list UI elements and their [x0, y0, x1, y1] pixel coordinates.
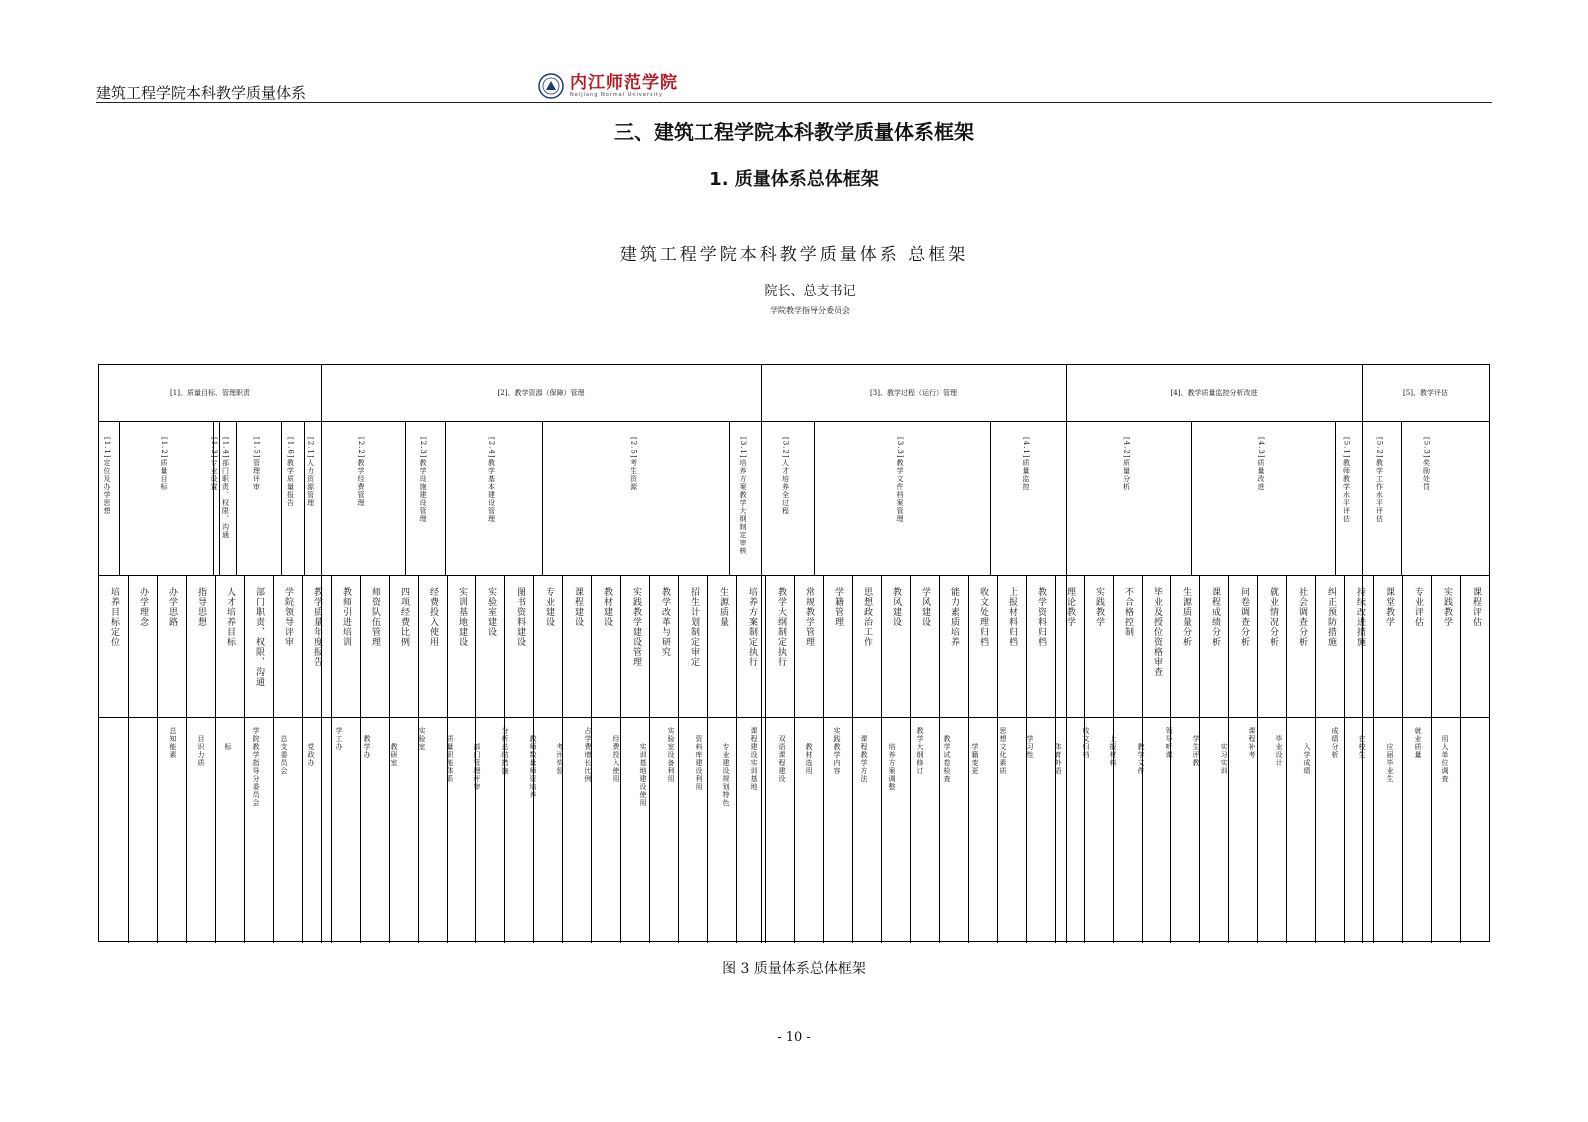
l4-item-39: 课程补考: [1248, 727, 1256, 759]
l2-column-7: [2.2]教学经费管理: [357, 437, 365, 507]
l3-column-35: 不合格控制: [1123, 587, 1133, 637]
l4-item-11: 部门管理评审: [473, 743, 481, 791]
l4-item-0: 总知能素: [169, 727, 177, 759]
l4-item-2: 标: [224, 743, 232, 751]
l4-item-37: 学生评教: [1192, 735, 1200, 767]
l3-column-47: 课程评估: [1471, 587, 1481, 627]
seal-icon: [538, 73, 564, 99]
l4-item-28: 教学试卷检查: [943, 735, 951, 783]
l2-column-14: [4.1]质量监控: [1022, 437, 1030, 491]
l4-item-17: 实训基地建设使用: [639, 743, 647, 807]
l4-item-13: 教师数量师资培养: [529, 735, 537, 799]
l4-item-41: 入学成绩: [1303, 743, 1311, 775]
l4-item-35: 教学文件: [1137, 743, 1145, 775]
l4-item-6: 学工办: [335, 727, 343, 751]
l3-column-14: 图书资料建设: [515, 587, 525, 647]
l4-item-46: 用人单位调查: [1441, 735, 1449, 783]
l2-column-9: [2.4]教学基本建设管理: [487, 437, 496, 523]
l3-column-44: 课堂教学: [1384, 587, 1394, 627]
l3-column-29: 能力素质培养: [949, 587, 959, 647]
category-evaluation: [5]、教学评估: [1403, 389, 1448, 397]
l4-item-1: 目识力质: [197, 735, 205, 767]
l3-column-5: 部门职责、权限、沟通: [254, 587, 264, 687]
page-number: - 10 -: [777, 1030, 811, 1045]
l4-item-14: 考评奖惩: [556, 743, 564, 775]
section-title: 三、建筑工程学院本科教学质量体系框架: [614, 120, 974, 144]
l3-column-37: 生源质量分析: [1181, 587, 1191, 647]
category-monitoring: [4]、教学质量监控分析改进: [1170, 389, 1258, 397]
l3-column-42: 纠正预防措施: [1326, 587, 1336, 647]
l3-column-36: 毕业及授位资格审查: [1152, 587, 1162, 677]
l4-item-38: 实习实训: [1220, 743, 1228, 775]
l3-column-45: 专业评估: [1413, 587, 1423, 627]
l4-item-29: 学籍变更: [971, 743, 979, 775]
l2-column-2: [1.3]专业设置: [210, 437, 218, 491]
l3-column-4: 人才培养目标: [225, 587, 235, 647]
l3-column-30: 收文处理归档: [978, 587, 988, 647]
category-quality-goals: [1]、质量目标、管理职责: [170, 389, 250, 397]
l3-column-33: 理论教学: [1065, 587, 1075, 627]
l3-column-10: 四项经费比例: [399, 587, 409, 647]
header-rule: [96, 102, 1492, 103]
framework-title: 建筑工程学院本科教学质量体系 总框架: [619, 245, 969, 265]
l3-column-9: 师资队伍管理: [370, 587, 380, 647]
l3-column-26: 思想政治工作: [862, 587, 872, 647]
l4-item-21: 课程建设实训基地: [750, 727, 758, 791]
l4-item-16: 经费投入使用: [612, 735, 620, 783]
l3-column-21: 生源质量: [718, 587, 728, 627]
l3-column-22: 培养方案制定执行: [747, 587, 757, 667]
l4-item-26: 培养方案调整: [888, 743, 896, 791]
l4-item-42: 成绩分析: [1331, 727, 1339, 759]
l2-column-11: [3.1]培养方案教学大纲制定审核: [739, 437, 747, 555]
l3-column-40: 就业情况分析: [1268, 587, 1278, 647]
category-resources: [2]、教学资源（保障）管理: [497, 389, 585, 397]
l4-item-12: 分析总结措施: [501, 727, 509, 775]
l3-column-17: 教材建设: [602, 587, 612, 627]
l3-column-38: 课程成绩分析: [1210, 587, 1220, 647]
l4-item-3: 学院教学指导分委员会: [252, 727, 260, 807]
l4-item-45: 就业质量: [1414, 727, 1422, 759]
l3-column-24: 常规教学管理: [804, 587, 814, 647]
l2-column-3: [1.4]部门职责、权限、沟通: [221, 437, 230, 539]
l2-column-19: [5.3]奖励处罚: [1422, 437, 1431, 491]
l3-column-39: 问卷调查分析: [1239, 587, 1249, 647]
l4-item-4: 总支委员会: [280, 735, 288, 775]
l4-item-22: 双语课程建设: [778, 735, 786, 783]
l2-column-17: [5.1]教师教学水平评估: [1342, 437, 1351, 523]
logo-english: Neijiang Normal University: [570, 91, 663, 98]
l4-item-23: 教材选用: [805, 743, 813, 775]
figure-caption: 图 3 质量体系总体框架: [722, 961, 866, 977]
l4-item-27: 教学大纲修订: [916, 727, 924, 775]
running-header: 建筑工程学院本科教学质量体系: [96, 84, 307, 102]
subsection-title: 1. 质量体系总体框架: [709, 169, 879, 190]
l3-column-7: 教学质量年度报告: [312, 587, 322, 667]
l4-item-31: 学习性: [1026, 735, 1034, 759]
l4-item-34: 上报材料: [1109, 735, 1117, 767]
l3-column-20: 招生计划制定审定: [689, 587, 699, 667]
l4-item-9: 实验室: [418, 727, 426, 751]
l2-column-5: [1.6]教学质量报告: [286, 437, 295, 507]
committee-label: 学院教学指导分委员会: [770, 306, 850, 315]
l4-item-8: 教研室: [390, 743, 398, 767]
l2-column-12: [3.2]人才培养全过程: [781, 437, 790, 515]
l3-column-13: 实验室建设: [486, 587, 496, 637]
l3-column-12: 实训基地建设: [457, 587, 467, 647]
l4-item-18: 实验室设备利用: [667, 727, 675, 783]
l3-column-0: 培养目标定位: [109, 587, 119, 647]
l2-column-4: [1.5]管理评审: [252, 437, 261, 491]
l3-column-3: 指导思想: [196, 587, 206, 627]
l3-column-11: 经费投入使用: [428, 587, 438, 647]
l4-item-40: 毕业设计: [1275, 735, 1283, 767]
l4-item-15: 占学费增长比例: [584, 727, 592, 783]
l4-item-7: 教学办: [363, 735, 371, 759]
l2-column-16: [4.3]质量改进: [1257, 437, 1265, 491]
l2-column-18: [5.2]教学工作水平评估: [1375, 437, 1384, 523]
category-process: [3]、教学过程（运行）管理: [870, 389, 957, 397]
l3-column-46: 实践教学: [1442, 587, 1452, 627]
framework-table: [98, 364, 1490, 942]
l3-column-27: 教风建设: [891, 587, 901, 627]
logo-chinese: 内江师范学院: [570, 72, 678, 93]
l4-item-10: 质量职能体系: [446, 735, 454, 783]
l3-column-19: 教学改革与研究: [660, 587, 670, 657]
l4-item-44: 应届毕业生: [1386, 743, 1394, 783]
university-logo: [538, 70, 678, 102]
l4-item-20: 专业建设规划特色: [722, 743, 730, 807]
l4-item-32: 体育外语: [1054, 743, 1062, 775]
l2-column-15: [4.2]质量分析: [1122, 437, 1131, 491]
l3-column-8: 教师引进培训: [341, 587, 351, 647]
l3-column-34: 实践教学: [1094, 587, 1104, 627]
l2-column-0: [1.1]定位及办学思想: [103, 437, 111, 515]
l3-column-2: 办学思路: [167, 587, 177, 627]
l4-item-5: 党政办: [307, 743, 315, 767]
l3-column-43: 持续改进措施: [1355, 587, 1365, 647]
leadership-label: 院长、总支书记: [764, 284, 856, 299]
l3-column-23: 教学大纲制定执行: [776, 587, 786, 667]
l2-column-10: [2.5]考生资源: [629, 437, 638, 491]
l3-column-16: 课程建设: [573, 587, 583, 627]
l3-column-32: 教学资料归档: [1036, 587, 1046, 647]
l4-item-24: 实践教学内容: [833, 727, 841, 775]
l3-column-28: 学风建设: [920, 587, 930, 627]
l2-column-8: [2.3]教学设施建设管理: [419, 437, 427, 523]
l3-column-1: 办学理念: [138, 587, 148, 627]
l4-item-33: 收文归档: [1082, 727, 1090, 759]
l4-item-36: 领导听课: [1165, 727, 1173, 759]
l4-item-25: 课程教学方法: [860, 735, 868, 783]
l3-column-15: 专业建设: [544, 587, 554, 627]
l3-column-41: 社会调查分析: [1297, 587, 1307, 647]
l4-item-19: 资料库建设利用: [695, 735, 703, 791]
l3-column-31: 上报材料归档: [1007, 587, 1017, 647]
l2-column-13: [3.3]教学文件档案管理: [896, 437, 904, 523]
l3-column-18: 实践教学建设管理: [631, 587, 641, 667]
l2-column-6: [2.1]人力资源管理: [306, 437, 315, 507]
l4-item-30: 思想文化素质: [999, 727, 1007, 775]
l3-column-6: 学院领导评审: [283, 587, 293, 647]
l2-column-1: [1.2]质量目标: [160, 437, 168, 491]
l3-column-25: 学籍管理: [833, 587, 843, 627]
l4-item-43: 在校生: [1358, 735, 1366, 759]
